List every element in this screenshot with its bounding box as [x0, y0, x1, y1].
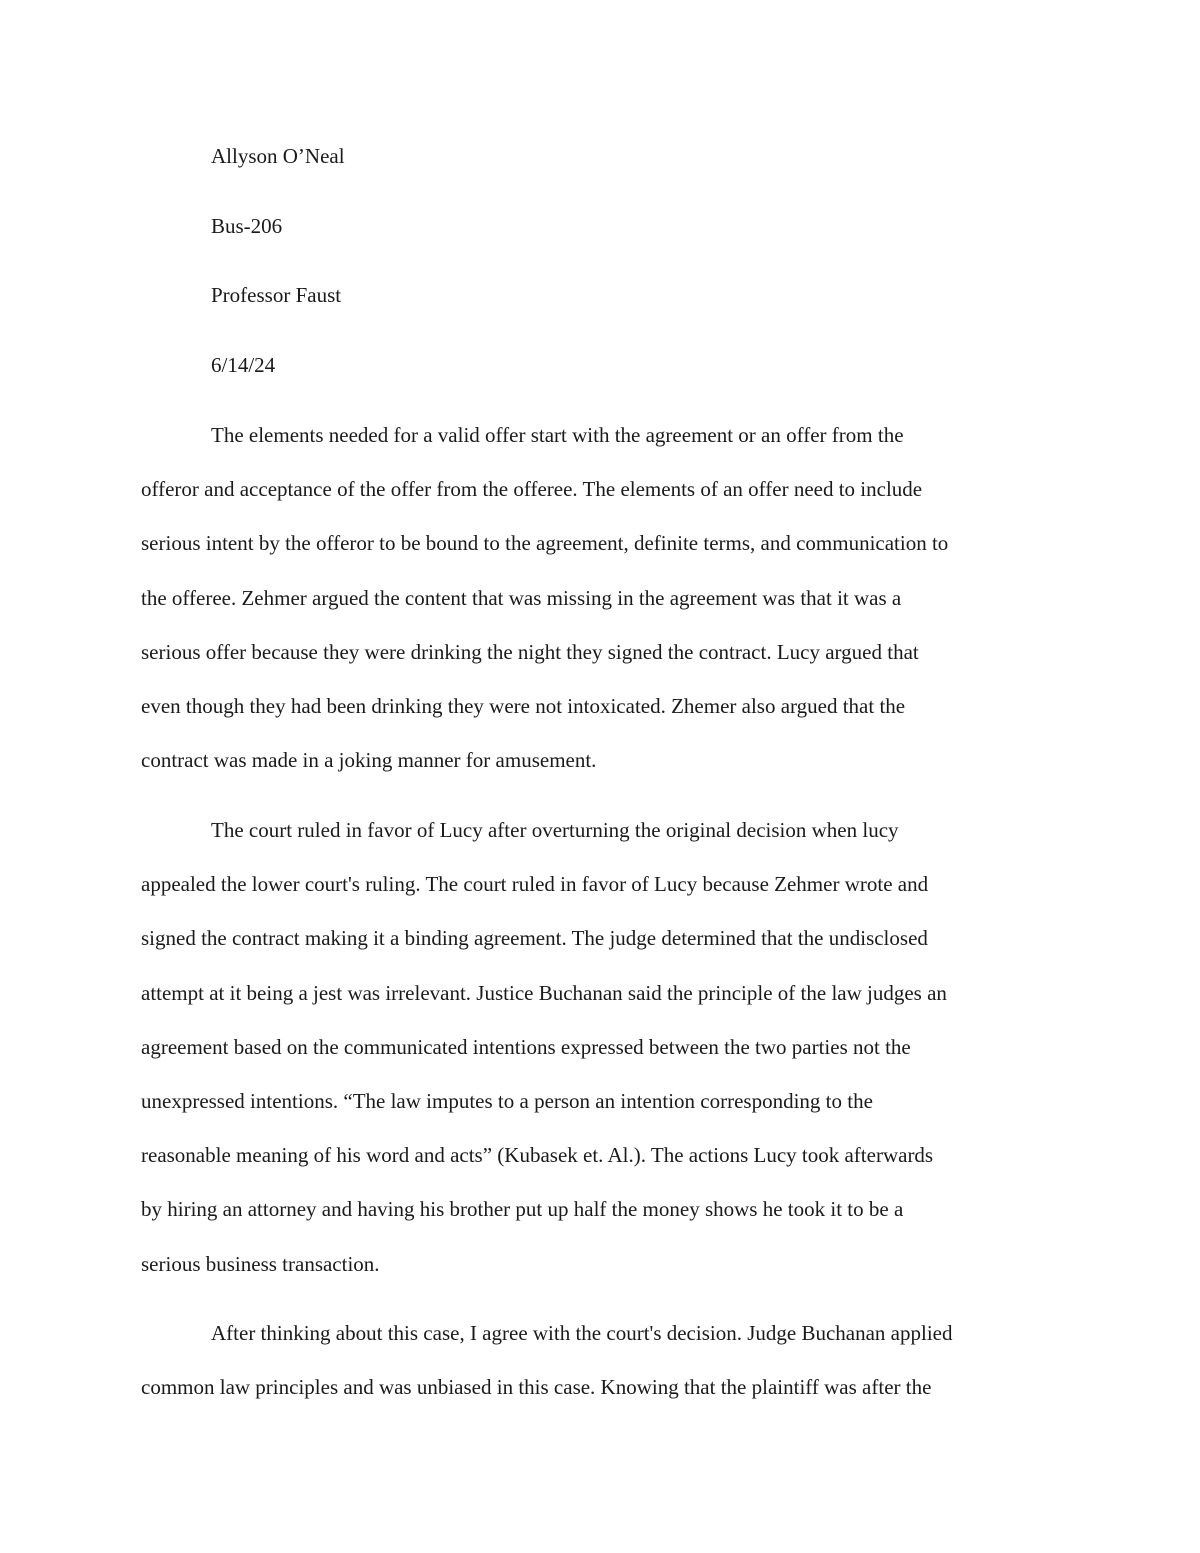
paragraph-line: by hiring an attorney and having his brother put up half the money shows he took it to be a — [141, 1197, 904, 1222]
paragraph-line: signed the contract making it a binding agreement. The judge determined that the undisclosed — [141, 926, 928, 951]
professor-name: Professor Faust — [211, 283, 342, 307]
author-name: Allyson O’Neal — [211, 144, 345, 168]
paragraph-2 — [141, 803, 1061, 1291]
paragraph-line: the offeree. Zehmer argued the content that was missing in the agreement was that it was a — [141, 585, 902, 610]
course-code: Bus-206 — [211, 214, 283, 238]
paragraph-line: agreement based on the communicated intentions expressed between the two parties not the — [141, 1034, 911, 1059]
paragraph-line: serious business transaction. — [141, 1251, 380, 1276]
paragraph-3 — [141, 1306, 1061, 1414]
paragraph-line: After thinking about this case, I agree with the court's decision. Judge Buchanan applied — [211, 1321, 953, 1345]
paragraph-line: reasonable meaning of his word and acts” (Kubasek et. Al.). The actions Lucy took afterwards — [141, 1143, 934, 1168]
paragraph-line: offeror and acceptance of the offer from the offeree. The elements of an offer need to include — [141, 477, 923, 502]
paragraph-line: serious offer because they were drinking the night they signed the contract. Lucy argued that — [141, 639, 919, 664]
paragraph-line: unexpressed intentions. “The law imputes to a person an intention corresponding to the — [141, 1088, 873, 1113]
paragraph-line: common law principles and was unbiased in this case. Knowing that the plaintiff was after the — [141, 1375, 932, 1400]
paragraph-line: serious intent by the offeror to be bound to the agreement, definite terms, and communication to — [141, 531, 949, 556]
paragraph-1 — [141, 408, 1061, 787]
paragraph-line: The court ruled in favor of Lucy after overturning the original decision when lucy — [211, 818, 899, 842]
date: 6/14/24 — [211, 353, 276, 377]
paragraph-line: The elements needed for a valid offer start with the agreement or an offer from the — [211, 423, 904, 447]
paragraph-line: appealed the lower court's ruling. The court ruled in favor of Lucy because Zehmer wrote and — [141, 872, 929, 897]
paragraph-line: contract was made in a joking manner for amusement. — [141, 748, 597, 773]
paragraph-line: attempt at it being a jest was irrelevant. Justice Buchanan said the principle of the law judges an — [141, 980, 947, 1005]
paragraph-line: even though they had been drinking they were not intoxicated. Zhemer also argued that the — [141, 693, 906, 718]
